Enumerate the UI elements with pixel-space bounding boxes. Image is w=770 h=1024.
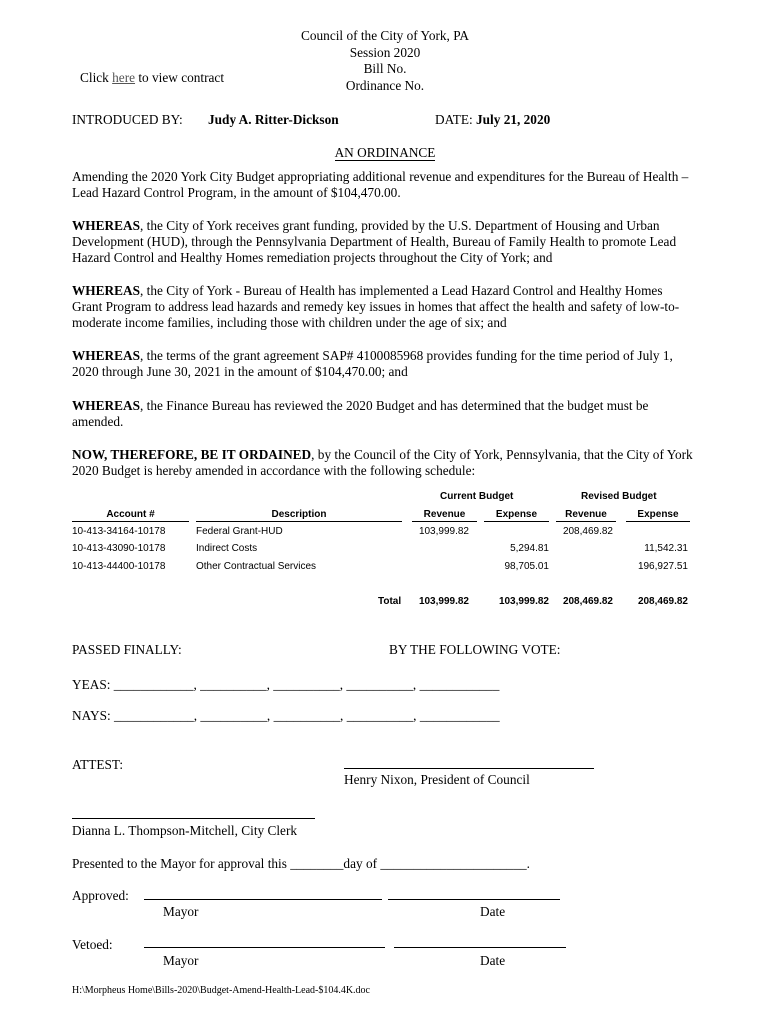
table-cell-revised-revenue: 208,469.82	[562, 526, 613, 537]
approved-label: Approved:	[72, 888, 129, 903]
president-name: Henry Nixon, President of Council	[344, 772, 530, 787]
table-cell-current-revenue: 103,999.82	[418, 526, 469, 537]
table-cell-description: Other Contractual Services	[196, 561, 317, 572]
header-ordinance-no: Ordinance No.	[345, 77, 425, 93]
total-revised-expense: 208,469.82	[637, 596, 688, 607]
file-path-footer: H:\Morpheus Home\Bills-2020\Budget-Amend-Health-Lead-$104.4K.doc	[72, 985, 370, 996]
ordained-lead: NOW, THEREFORE, BE IT ORDAINED	[72, 447, 312, 462]
summary-paragraph: Amending the 2020 York City Budget appropriating additional revenue and expenditures for the Bureau of Health – Lead Hazard Control Program, in the amount of $104,470.00.	[72, 169, 689, 200]
vetoed-mayor-caption: Mayor	[163, 953, 199, 968]
approved-date-line	[388, 899, 560, 900]
header-session: Session 2020	[349, 44, 421, 60]
approved-mayor-signature-line	[144, 899, 382, 900]
col-revised-expense: Expense	[626, 509, 690, 522]
vetoed-label: Vetoed:	[72, 937, 113, 952]
click-prefix: Click	[80, 70, 113, 85]
table-cell-revised-expense: 196,927.51	[637, 561, 688, 572]
whereas-lead: WHEREAS	[72, 218, 140, 233]
table-cell-revised-expense: 11,542.31	[644, 543, 688, 554]
col-revised-revenue: Revenue	[556, 509, 616, 522]
group-revised-budget: Revised Budget	[581, 491, 657, 502]
yeas-line: YEAS: ____________, __________, __________, __________, ____________	[72, 677, 500, 692]
col-current-expense: Expense	[484, 509, 549, 522]
total-label: Total	[378, 596, 402, 607]
approved-mayor-caption: Mayor	[163, 904, 199, 919]
approved-date-caption: Date	[480, 904, 506, 919]
ordained-text: , by the Council of the City of York, Pennsylvania, that the City of York 2020 Budget is hereby amended in accordance with the following schedule:	[72, 447, 693, 478]
whereas-text: , the Finance Bureau has reviewed the 2020 Budget and has determined that the budget must be amended.	[72, 398, 649, 429]
contract-link[interactable]: here	[112, 70, 136, 85]
whereas-text: , the City of York - Bureau of Health has implemented a Lead Hazard Control and Healthy Homes Grant Program to address lead hazards and remedy key issues in homes that affect the health and safety of low-to-moderate income families, including those with children under the age of six; and	[72, 283, 680, 330]
whereas-paragraph-3	[72, 348, 696, 380]
attest-label: ATTEST:	[72, 757, 124, 772]
col-account: Account #	[72, 509, 189, 522]
table-cell-description: Federal Grant-HUD	[196, 526, 283, 537]
passed-finally-label: PASSED FINALLY:	[72, 642, 182, 657]
table-cell-account: 10-413-34164-10178	[72, 526, 166, 537]
header-bill-no: Bill No.	[363, 61, 407, 76]
clerk-name: Dianna L. Thompson-Mitchell, City Clerk	[72, 823, 298, 838]
ordinance-title: AN ORDINANCE	[334, 145, 436, 160]
whereas-paragraph-4	[72, 398, 696, 430]
vetoed-mayor-signature-line	[144, 947, 385, 948]
whereas-lead: WHEREAS	[72, 398, 140, 413]
following-vote-label: BY THE FOLLOWING VOTE:	[389, 642, 561, 657]
whereas-lead: WHEREAS	[72, 348, 140, 363]
col-current-revenue: Revenue	[412, 509, 477, 522]
vetoed-date-line	[394, 947, 566, 948]
date-line	[435, 112, 550, 128]
introduced-by-name: Judy A. Ritter-Dickson	[208, 112, 339, 127]
clerk-signature-line	[72, 818, 315, 819]
header-council: Council of the City of York, PA	[301, 28, 469, 43]
nays-line: NAYS: ____________, __________, __________, __________, ____________	[72, 708, 500, 723]
col-description: Description	[196, 509, 402, 522]
vetoed-date-caption: Date	[480, 953, 506, 968]
whereas-text: , the terms of the grant agreement SAP# 4100085968 provides funding for the time period of July 1, 2020 through June 30, 2021 in the amount of $104,470.00; and	[72, 348, 673, 379]
whereas-paragraph-2	[72, 283, 696, 331]
total-current-revenue: 103,999.82	[418, 596, 469, 607]
total-current-expense: 103,999.82	[498, 596, 549, 607]
table-cell-current-expense: 5,294.81	[510, 543, 549, 554]
table-cell-account: 10-413-43090-10178	[72, 543, 166, 554]
whereas-lead: WHEREAS	[72, 283, 140, 298]
whereas-paragraph-1	[72, 218, 696, 266]
table-cell-current-expense: 98,705.01	[504, 561, 549, 572]
total-revised-revenue: 208,469.82	[562, 596, 613, 607]
date-value: July 21, 2020	[476, 112, 551, 127]
table-cell-description: Indirect Costs	[196, 543, 258, 554]
presented-to-mayor-line: Presented to the Mayor for approval this ________day of ______________________.	[72, 856, 530, 871]
group-current-budget: Current Budget	[440, 491, 514, 502]
introduced-by-label: INTRODUCED BY:	[72, 112, 183, 127]
click-suffix: to view contract	[135, 70, 225, 85]
date-label: DATE:	[435, 112, 473, 127]
table-cell-account: 10-413-44400-10178	[72, 561, 166, 572]
whereas-text: , the City of York receives grant funding, provided by the U.S. Department of Housing and Urban Development (HUD), through the Pennsylvania Department of Health, Bureau of Family Health to promote Lead Hazard Control and Healthy Homes remediation projects throughout the City of York; and	[72, 218, 677, 265]
president-signature-line	[344, 768, 594, 769]
contract-link-line	[80, 70, 224, 86]
ordained-paragraph	[72, 447, 696, 479]
